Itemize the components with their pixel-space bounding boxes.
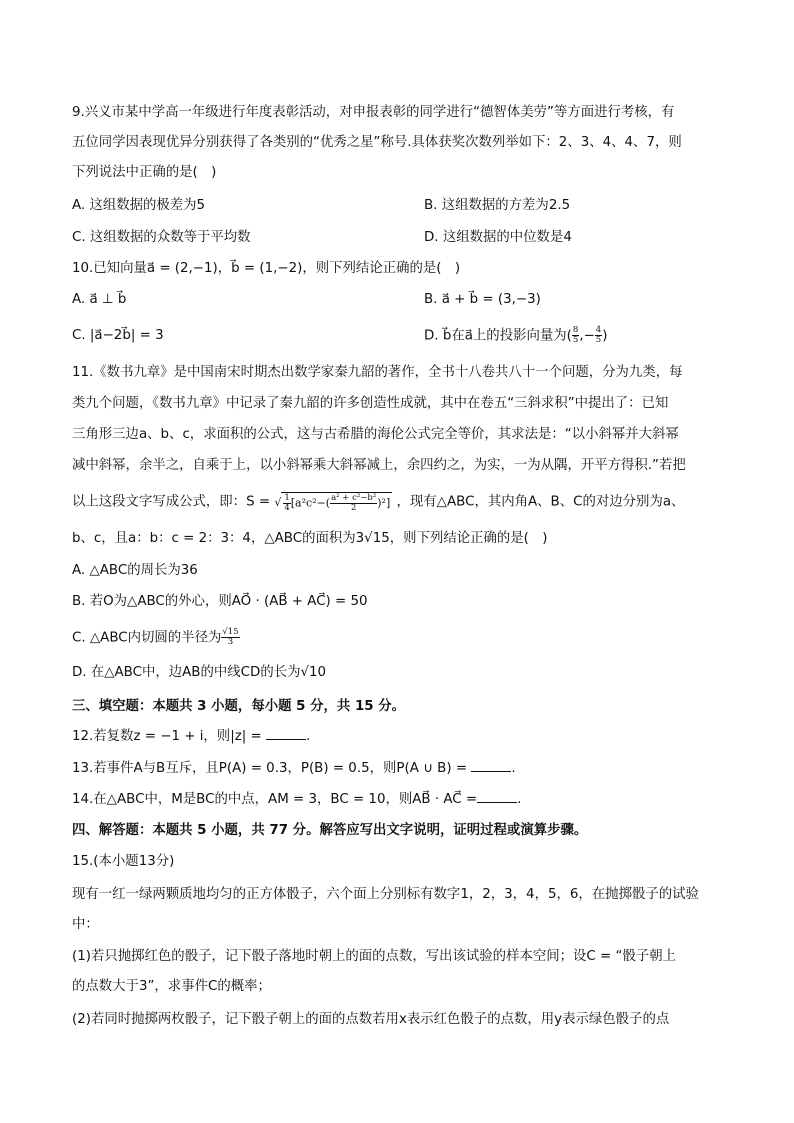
q13-period: . [511, 761, 516, 776]
area-formula: √ $\frac{1}{4}$ [a²c²−( $\frac{\text{a² + c²−b²}}{2}$ )²] [274, 493, 391, 513]
q10-fraction-1-den: 5 [572, 335, 579, 345]
incircle-radius-num: √15 [222, 627, 239, 637]
q10-fraction-1-num: 8 [572, 325, 579, 335]
section-4-heading: 四、解答题：本题共 5 小题，共 77 分。解答应写出文字说明，证明过程或演算步骤。 [72, 823, 588, 838]
q9-stem-line-2: 五位同学因表现优异分别获得了各类别的“优秀之星”称号.具体获奖次数列举如下：2、3、4、4、7，则 [72, 135, 682, 150]
q13-answer-blank[interactable] [471, 759, 511, 772]
q10-options-row-2 [72, 326, 732, 346]
q10-option-d [424, 326, 607, 347]
quarter-den: 4 [284, 503, 290, 513]
q15-part-2-line-1: (2)若同时抛掷两枚骰子，记下骰子朝上的面的点数若用x表示红色骰子的点数，用y表示绿色骰子的点 [72, 1012, 670, 1027]
q11-option-d: D. 在△ABC中，边AB的中线CD的长为√10 [72, 665, 327, 680]
q10-stem: 10.已知向量a⃗ = (2,−1)，b⃗ = (1,−2)，则下列结论正确的是( ) [72, 261, 461, 276]
q10-option-c: C. |a⃗−2b⃗| = 3 [72, 328, 164, 343]
q11-line-5 [72, 492, 732, 513]
q9-option-a: A. 这组数据的极差为5 [72, 198, 206, 213]
q10-option-b: B. a⃗ + b⃗ = (3,−3) [424, 292, 541, 307]
q10-option-a: A. a⃗ ⊥ b⃗ [72, 292, 127, 307]
q11-line-5-post: ，现有△ABC，其内角A、B、C的对边分别为a、 [396, 494, 685, 510]
q12-period: . [306, 729, 311, 744]
inner-fraction-num: a² + c²−b² [331, 493, 377, 503]
area-formula-inner-fraction [330, 494, 377, 513]
q12 [72, 727, 732, 747]
section-3-heading: 三、填空题：本题共 3 小题，每小题 5 分，共 15 分。 [72, 699, 406, 714]
q9-stem-line-1: 9.兴义市某中学高一年级进行年度表彰活动，对申报表彰的同学进行“德智体美劳”等方面进行考核，有 [72, 105, 675, 120]
q10-fraction-2-num: 4 [595, 325, 602, 335]
q15-line-2: 中： [72, 917, 99, 932]
q9-option-b: B. 这组数据的方差为2.5 [424, 198, 571, 213]
q14 [72, 790, 732, 810]
q9-stem-line-3: 下列说法中正确的是( ) [72, 165, 217, 180]
q14-text: 14.在△ABC中，M是BC的中点，AM = 3，BC = 10，则AB⃗ · AC⃗ = [72, 792, 478, 807]
q10-option-d-text: D. b⃗在a⃗上的投影向量为( [424, 328, 572, 344]
q11-option-b: B. 若O为△ABC的外心，则AO⃗ · (AB⃗ + AC⃗) = 50 [72, 594, 368, 609]
q11-option-c [72, 628, 732, 649]
inner-fraction-den: 2 [350, 503, 357, 513]
q11-option-a: A. △ABC的周长为36 [72, 563, 198, 578]
q12-text: 12.若复数z = −1 + i，则|z| = [72, 729, 262, 744]
q10-option-d-end: ) [602, 328, 608, 344]
q14-answer-blank[interactable] [477, 790, 517, 803]
q12-answer-blank[interactable] [266, 727, 306, 740]
q9-options-row-1 [72, 196, 732, 216]
area-formula-body: [a²c²−( [290, 496, 331, 510]
quarter-num: 1 [284, 493, 290, 503]
q14-period: . [517, 792, 522, 807]
q15-title: 15.(本小题13分) [72, 854, 175, 869]
q11-option-c-text: C. △ABC内切圆的半径为 [72, 630, 222, 646]
area-formula-radicand [281, 492, 392, 513]
area-formula-end: )²] [377, 496, 391, 510]
area-formula-quarter [283, 494, 290, 513]
q13-text: 13.若事件A与B互斥，且P(A) = 0.3，P(B) = 0.5，则P(A ∪ B) = [72, 761, 468, 776]
q11-line-6: b、c，且a：b：c = 2：3：4，△ABC的面积为3√15，则下列结论正确的是( ) [72, 531, 548, 546]
q10-options-row-1 [72, 290, 732, 310]
q13 [72, 759, 732, 779]
q11-line-3: 三角形三边a、b、c，求面积的公式，这与古希腊的海伦公式完全等价，其求法是：“以小斜幂并大斜幂 [72, 427, 679, 442]
incircle-radius-fraction [221, 628, 239, 647]
q9-option-d: D. 这组数据的中位数是4 [424, 230, 572, 245]
q15-part-1-line-2: 的点数大于3”，求事件C的概率； [72, 979, 271, 994]
q9-option-c: C. 这组数据的众数等于平均数 [72, 230, 251, 245]
q11-line-4: 减中斜幂，余半之，自乘于上，以小斜幂乘大斜幂减上，余四约之，为实，一为从隅，开平方得积.”若把 [72, 458, 686, 473]
q15-line-1: 现有一红一绿两颗质地均匀的正方体骰子，六个面上分别标有数字1，2，3，4，5，6，在抛掷骰子的试验 [72, 887, 699, 902]
q10-fraction-2-den: 5 [595, 335, 602, 345]
incircle-radius-den: 3 [227, 637, 234, 647]
q11-line-1: 11.《数书九章》是中国南宋时期杰出数学家秦九韶的著作，全书十八卷共八十一个问题，分为九类，每 [72, 365, 683, 380]
q11-formula-intro: 以上这段文字写成公式，即：S = [72, 494, 271, 510]
q11-line-2: 类九个问题，《数书九章》中记录了秦九韶的许多创造性成就，其中在卷五“三斜求积”中提出了：已知 [72, 396, 669, 411]
q9-options-row-2 [72, 228, 732, 248]
q15-part-1-line-1: (1)若只抛掷红色的骰子，记下骰子落地时朝上的面的点数，写出该试验的样本空间；设C = “骰子朝上 [72, 949, 677, 964]
q10-option-d-sep: ,− [579, 328, 595, 344]
